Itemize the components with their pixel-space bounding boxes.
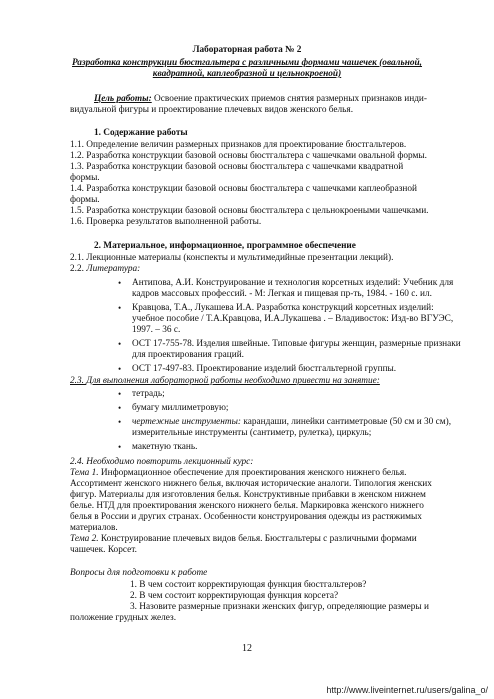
section2-2-number: 2.2. [70, 264, 87, 274]
questions-title: Вопросы для подготовки к работе [70, 568, 208, 578]
page-number: 12 [242, 643, 252, 654]
bullet-icon: • [118, 442, 122, 452]
literature-label: Литература: [86, 264, 141, 274]
supply-item: макетную ткань. [132, 442, 198, 452]
literature-item: ОСТ 17-497-83. Проектирование изделий бюстгальтерной группы. [132, 364, 397, 374]
section1-title: 1. Содержание работы [94, 128, 188, 138]
supply-item [132, 417, 451, 428]
topic2-line [70, 534, 417, 545]
page-title: Лабораторная работа № 2 [192, 45, 302, 55]
topic1-line: фигур. Материалы для изготовления белья. Конструктивные прибавки в женском нижнем [70, 490, 426, 500]
topic2-text: Конструирование плечевых видов белья. Бюстгальтеры с различными формами [98, 534, 417, 544]
literature-item: 1997. – 36 с. [132, 325, 181, 335]
question-item: положение грудных желез. [70, 613, 177, 623]
supply-item: тетрадь; [132, 389, 165, 399]
bullet-icon: • [118, 417, 122, 427]
section2-1: 2.1. Лекционные материалы (конспекты и мультимедийные презентации лекций). [70, 253, 394, 263]
topic2-line: чашечек. Корсет. [70, 545, 137, 555]
goal-line-2: видуальной фигуры и проектирование плечевых видов женского белья. [70, 105, 354, 115]
section2-4: 2.4. Необходимо повторить лекционный курс: [70, 457, 254, 467]
bullet-icon: • [118, 303, 122, 313]
bullet-icon: • [118, 403, 122, 413]
supply-item: измерительные инструменты (сантиметр, рулетка), циркуль; [132, 428, 372, 438]
section1-item: формы. [70, 173, 100, 183]
literature-item: ОСТ 17-755-78. Изделия швейные. Типовые фигуры женщин, размерные признаки [132, 339, 461, 349]
topic1-text: Информационное обеспечение для проектирования женского нижнего белья. [98, 468, 407, 478]
subtitle-line-2: квадратной, каплеобразной и цельнокроеной) [152, 69, 342, 79]
goal-line-1 [94, 94, 427, 105]
topic2-label: Тема 2. [70, 534, 99, 544]
section1-item: 1.3. Разработка конструкции базовой основы бюстгальтера с чашечками квадратной [70, 162, 404, 172]
section1-item: 1.4. Разработка конструкции базовой основы бюстгальтера с чашечками каплеобразной [70, 184, 417, 194]
topic1-line [70, 468, 407, 479]
literature-item: для проектирования граций. [132, 350, 244, 360]
literature-item: Антипова, А.И. Конструирование и технология корсетных изделий: Учебник для [132, 278, 454, 288]
question-item: 3. Назовите размерные признаки женских фигур, определяющие размеры и [130, 602, 429, 612]
bullet-icon: • [118, 364, 122, 374]
section1-item: формы. [70, 195, 100, 205]
section2-3 [70, 376, 380, 387]
question-item: 1. В чем состоит корректирующая функция бюстгальтеров? [130, 580, 367, 590]
bullet-icon: • [118, 389, 122, 399]
subtitle-line-1: Разработка конструкции бюстгальтера с различными формами чашечек (овальной, [71, 58, 423, 68]
section1-item: 1.6. Проверка результатов выполненной работы. [70, 217, 262, 227]
literature-item: Кравцова, Т.А., Лукашева И.А. Разработка конструкций корсетных изделий: [132, 303, 434, 313]
goal-text-1: Освоение практических приемов снятия размерных признаков инди- [151, 94, 427, 104]
topic1-line: белья в России и других странах. Особенности конструирования одежды из растяжимых [70, 512, 422, 522]
question-item: 2. В чем состоит корректирующая функция корсета? [130, 591, 339, 601]
supplies-label: Для выполнения лабораторной работы необходимо привести на занятие: [86, 376, 380, 386]
literature-item: кадров массовых профессий. - М: Легкая и пищевая пр-ть, 1984. - 160 с. ил. [132, 289, 432, 299]
goal-label: Цель работы: [94, 94, 152, 104]
supply-item: бумагу миллиметровую; [132, 403, 229, 413]
bullet-icon: • [118, 278, 122, 288]
tools-text: карандаши, линейки сантиметровые (50 см и 30 см), [241, 417, 452, 427]
section2-2 [70, 264, 140, 275]
bullet-icon: • [118, 339, 122, 349]
tools-label: чертежные инструменты: [132, 417, 242, 427]
topic1-line: белье. НТД для проектирования женского нижнего белья. Маркировка женского нижнего [70, 501, 424, 511]
section1-item: 1.5. Разработка конструкции базовой основы бюстгальтера с цельнокроеными чашечками. [70, 206, 429, 216]
section1-item: 1.1. Определение величин размерных признаков для проектирование бюстгальтеров. [70, 140, 407, 150]
literature-item: учебное пособие / Т.А.Кравцова, И.А.Лукашева . – Владивосток: Изд-во ВГУЭС, [132, 314, 454, 324]
section2-title: 2. Материальное, информационное, программное обеспечение [94, 241, 356, 251]
topic1-line: Ассортимент женского нижнего белья, включая исторические аналоги. Типология женских [70, 479, 432, 489]
section2-3-number: 2.3. [70, 376, 87, 386]
topic1-line: материалов. [70, 523, 118, 533]
footer-url: http://www.liveinternet.ru/users/galina_o/ [326, 685, 488, 695]
topic1-label: Тема 1. [70, 468, 99, 478]
section1-item: 1.2. Разработка конструкции базовой основы бюстгальтера с чашечками овальной формы. [70, 151, 427, 161]
